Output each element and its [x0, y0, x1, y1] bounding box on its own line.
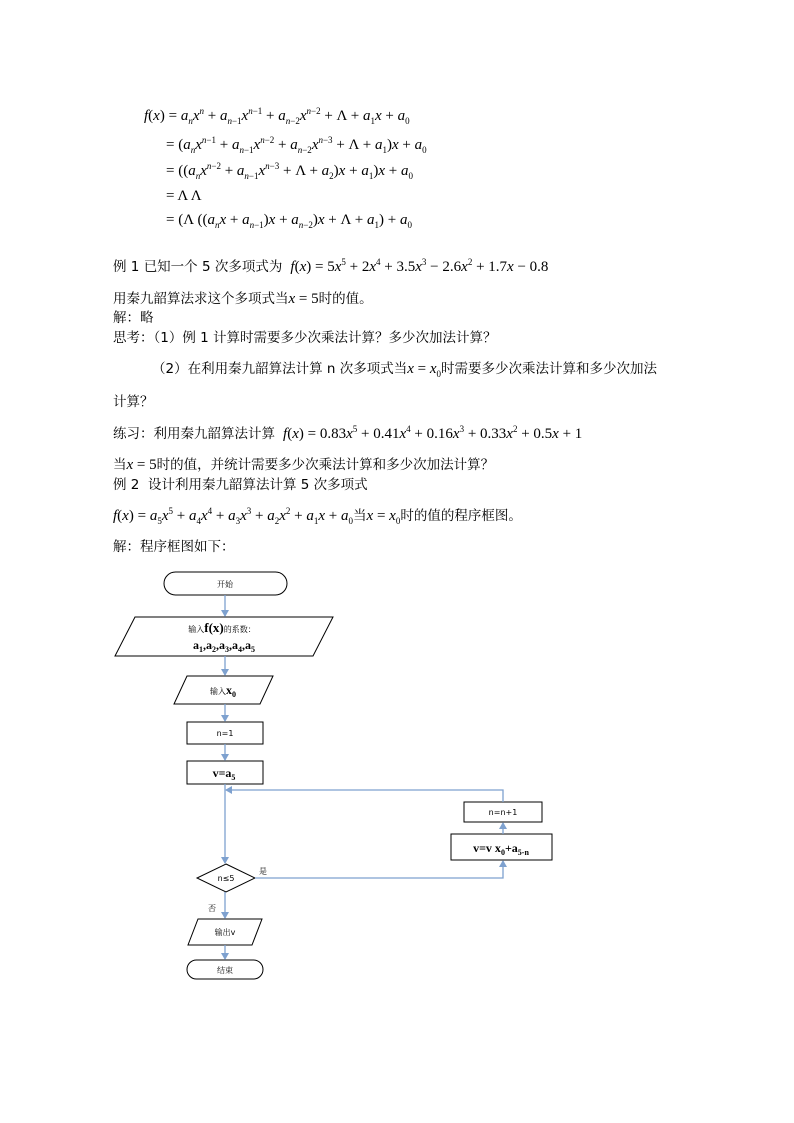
connector-loop-back — [226, 790, 503, 802]
exercise-line2-math: x = 5 — [126, 457, 157, 473]
exercise-label: 练习： — [113, 426, 154, 442]
input-x-label: 输入x0 — [210, 683, 236, 699]
think-label: 思考： — [113, 330, 154, 346]
derivation-line-2: = $(a_nx^{n-1} + a_{n-1}x^{n-2} + a_{n-2}x^{n-3} + \Lambda + a_1)x + a_0$ — [166, 135, 427, 155]
example1-line2-post: 时的值。 — [318, 291, 373, 307]
init-v-label: $v=a_5$ — [212, 766, 236, 782]
end-label: 结束 — [217, 966, 233, 975]
output-label: 输出v — [214, 928, 236, 937]
derivation-line-1-rhs: $a_nx^n + a_{n-1}x^{n-1} + a_{n-2}x^{n-2} + \Lambda + a_1x + a_0$ — [180, 106, 410, 126]
derivation-line-4: = Λ Λ — [166, 188, 202, 204]
example1-label: 例 1 — [113, 259, 140, 275]
solution1: 解：略 — [113, 310, 154, 326]
example2-text: 设计利用秦九韶算法计算 5 次多项式 — [147, 477, 368, 493]
no-label: 否 — [208, 904, 216, 913]
think-q2-math: $x = x_0$ — [407, 361, 442, 379]
example2-label: 例 2 — [113, 477, 140, 493]
example1-line2-math: x = 5 — [288, 291, 319, 307]
init-n-label: n=1 — [216, 729, 234, 738]
example2-cond: $x = x_0$ — [366, 508, 401, 526]
think-q1: （1）例 1 计算时需要多少次乘法计算？多少次加法计算？ — [153, 330, 497, 346]
derivation-line-5: = (Λ $((a_nx + a_{n-1})x + a_{n-2})x + \Lambda + a_1) + a_0$ — [166, 212, 412, 230]
exercise-formula: $f(x) = 0.83x^5 + 0.41x^4 + 0.16x^3 + 0.33x^2 + 0.5x + 1$ — [283, 424, 583, 442]
example2-formula: $f(x) = a_5x^5 + a_4x^4 + a_3x^3 + a_2x^2 + a_1x + a_0$ — [113, 506, 354, 526]
exercise-line2-pre: 当 — [113, 457, 127, 473]
think-q2-post: 时需要多少次乘法计算和多少次加法 — [441, 361, 658, 377]
think-q2-pre: （2）在利用秦九韶算法计算 n 次多项式当 — [152, 361, 408, 377]
update-v-label: v=v $x_0+a_{5-n}$ — [473, 841, 529, 857]
input-coeff-list: $a_1,a_2,a_3,a_4,a_5$ — [193, 638, 255, 654]
derivation-lhs: f(x) = — [144, 108, 181, 124]
decision-label: n≤5 — [217, 874, 235, 883]
example2-post: 时的值的程序框图。 — [400, 508, 522, 524]
example1-text: 已知一个 5 次多项式为 — [143, 259, 283, 275]
derivation-line-3: = $((a_nx^{n-2} + a_{n-1}x^{n-3} + \Lambda + a_2)x + a_1)x + a_0$ — [166, 161, 413, 181]
input-x-pre: 输入 — [210, 687, 226, 696]
input-coeff-pre: 输入 — [188, 625, 205, 634]
input-coeff-fx: f(x) — [204, 620, 224, 635]
solution2: 解：程序框图如下： — [113, 539, 235, 555]
connector-yes-branch — [255, 861, 503, 878]
exercise-line2-post: 时的值，并统计需要多少次乘法计算和多少次加法计算？ — [156, 457, 495, 473]
yes-label: 是 — [259, 867, 267, 876]
start-label: 开始 — [217, 580, 233, 589]
example1-formula: $f(x) = 5x^5 + 2x^4 + 3.5x^3 - 2.6x^2 + 1.7x - 0.8$ — [290, 257, 549, 275]
update-n-label: n=n+1 — [488, 808, 518, 817]
example1-line2-pre: 用秦九韶算法求这个多项式当 — [113, 291, 289, 307]
exercise-text: 利用秦九韶算法计算 — [153, 426, 275, 442]
example2-mid: 当 — [353, 508, 367, 524]
input-coeff-post: 的系数： — [223, 625, 256, 634]
think-q2-cont: 计算？ — [113, 394, 154, 410]
